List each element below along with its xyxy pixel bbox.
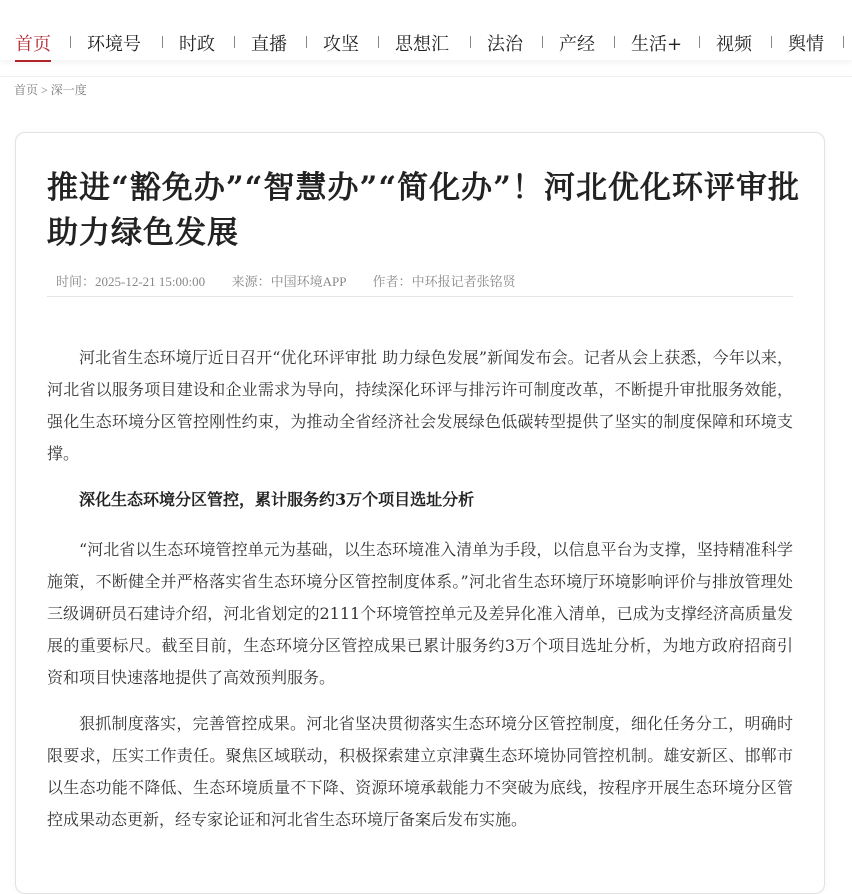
article-subheading: 深化生态环境分区管控，累计服务约3万个项目选址分析 [79, 490, 475, 509]
header-divider [0, 76, 852, 77]
meta-source-value: 中国环境APP [270, 274, 347, 289]
nav-item-law[interactable]: 法治 [487, 34, 523, 55]
nav-separator [306, 36, 307, 48]
top-nav [0, 0, 852, 60]
article-paragraph: “河北省以生态环境管控单元为基础，以生态环境准入清单为手段，以信息平台为支撑，坚持精准科学施策，不断健全并严格落实省生态环境分区管控制度体系。”河北省生态环境厅环境影响评价与排放管理处三级调研员石建诗介绍，河北省划定的2111个环境管控单元及差异化准入清单，已成为支撑经济高质量发展的重要标尺。截至目前，生态环境分区管控成果已累计服务约3万个项目选址分析，为地方政府招商引资和项目快速落地提供了高效预判服务。 [47, 540, 793, 687]
breadcrumb-separator: > [41, 83, 48, 97]
nav-item-video[interactable]: 视频 [716, 34, 752, 55]
article-paragraph: 狠抓制度落实，完善管控成果。河北省坚决贯彻落实生态环境分区管控制度，细化任务分工，明确时限要求，压实工作责任。聚焦区域联动，积极探索建立京津冀生态环境协同管控机制。雄安新区、邯郸市以生态功能不降低、生态环境质量不下降、资源环境承载能力不突破为底线，按程序开展生态环境分区管控成果动态更新，经专家论证和河北省生态环境厅备案后发布实施。 [47, 714, 793, 829]
nav-separator [70, 36, 71, 48]
nav-separator [542, 36, 543, 48]
nav-item-life[interactable]: 生活+ [631, 34, 683, 55]
nav-separator [378, 36, 379, 48]
article-title: 推进“豁免办”“智慧办”“简化办”！河北优化环评审批助力绿色发展 [47, 170, 800, 251]
meta-time-value: 2025-12-21 15:00:00 [95, 274, 206, 289]
meta-source-label: 来源： [231, 274, 271, 289]
nav-separator [771, 36, 772, 48]
article-paragraph: 河北省生态环境厅近日召开“优化环评审批 助力绿色发展”新闻发布会。记者从会上获悉，今年以来，河北省以服务项目建设和企业需求为导向，持续深化环评与排污许可制度改革，不断提升审批服务效能，强化生态环境分区管控刚性约束，为推动全省经济社会发展绿色低碳转型提供了坚实的制度保障和环境支撑。 [47, 348, 793, 463]
nav-separator [843, 36, 844, 48]
nav-item-live[interactable]: 直播 [251, 34, 287, 55]
nav-separator [162, 36, 163, 48]
nav-item-politics[interactable]: 时政 [179, 34, 215, 55]
meta-divider [47, 296, 793, 297]
breadcrumb-section-link[interactable]: 深一度 [50, 83, 87, 97]
nav-separator [234, 36, 235, 48]
article-meta [56, 271, 516, 290]
breadcrumb [14, 81, 87, 98]
nav-separator [470, 36, 471, 48]
nav-item-ideas[interactable]: 思想汇 [395, 34, 449, 55]
nav-item-home[interactable]: 首页 [15, 30, 51, 56]
nav-item-industry[interactable]: 产经 [559, 34, 595, 55]
meta-author-value: 中环报记者张铭贤 [411, 274, 516, 289]
nav-item-opinion[interactable]: 舆情 [788, 34, 824, 55]
meta-time-label: 时间： [56, 274, 96, 289]
nav-separator [699, 36, 700, 48]
nav-separator [614, 36, 615, 48]
breadcrumb-home-link[interactable]: 首页 [14, 83, 39, 97]
meta-author-label: 作者： [372, 274, 412, 289]
article-body [47, 342, 793, 850]
nav-item-env-account[interactable]: 环境号 [87, 34, 141, 55]
nav-item-tackle[interactable]: 攻坚 [323, 34, 359, 55]
